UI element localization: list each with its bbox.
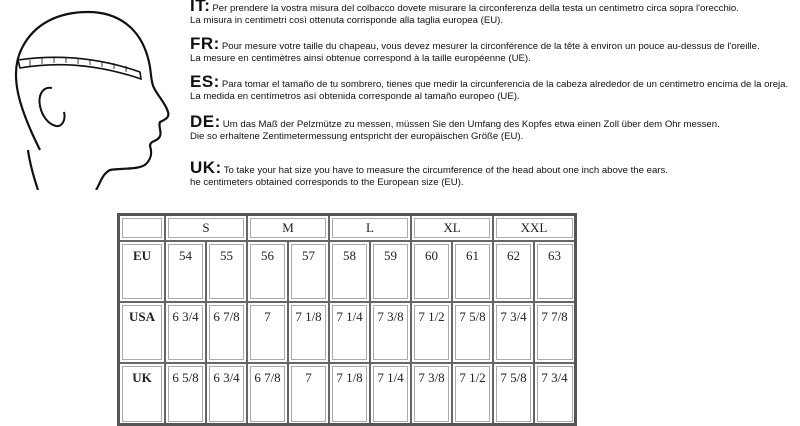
size-header-cell: L bbox=[329, 215, 411, 242]
instruction-de-line1: Um das Maß der Pelzmütze zu messen, müssen Sie den Umfang des Kopfes etwa einen Zoll über dem Ohr messen. bbox=[222, 119, 720, 130]
table-cell: 60 bbox=[411, 241, 452, 302]
instruction-uk-line1: To take your hat size you have to measure the circumference of the head about one inch above the ears. bbox=[223, 165, 668, 176]
instruction-it-line2: La misura in centimetri così ottenuta corrisponde alla taglia europea (EU). bbox=[190, 15, 504, 26]
size-header-cell: S bbox=[165, 215, 247, 242]
instruction-de-line2: Die so erhaltene Zentimetermessung entspricht der europäischen Größe (EU). bbox=[190, 131, 524, 142]
table-cell: 6 3/4 bbox=[206, 363, 247, 425]
table-cell: 61 bbox=[452, 241, 493, 302]
language-code-fr: FR: bbox=[190, 34, 220, 53]
measuring-tape bbox=[18, 57, 141, 79]
table-cell: 7 1/8 bbox=[329, 363, 370, 425]
instruction-es bbox=[190, 72, 795, 103]
language-code-de: DE: bbox=[190, 112, 221, 131]
instruction-fr bbox=[190, 34, 795, 65]
table-cell: 7 3/8 bbox=[370, 302, 411, 363]
table-cell: 55 bbox=[206, 241, 247, 302]
table-cell: 7 7/8 bbox=[534, 302, 576, 363]
size-header-cell: M bbox=[247, 215, 329, 242]
table-cell: 7 1/8 bbox=[288, 302, 329, 363]
instruction-fr-line2: La mesure en centimètres ainsi obtenue correspond à la taille européenne (UE). bbox=[190, 53, 531, 64]
size-chart-table bbox=[117, 213, 577, 426]
table-row-uk bbox=[119, 363, 576, 425]
table-cell: 6 7/8 bbox=[206, 302, 247, 363]
table-cell: 6 7/8 bbox=[247, 363, 288, 425]
table-cell: 7 1/4 bbox=[370, 363, 411, 425]
table-row-usa bbox=[119, 302, 576, 363]
table-cell: 7 bbox=[247, 302, 288, 363]
row-label-usa: USA bbox=[119, 302, 166, 363]
table-cell: 7 bbox=[288, 363, 329, 425]
instruction-uk-line2: he centimeters obtained corresponds to the European size (EU). bbox=[190, 177, 464, 188]
table-cell: 7 1/2 bbox=[452, 363, 493, 425]
language-code-it: IT: bbox=[190, 0, 211, 15]
instruction-es-line2: La medida en centímetros así obtenida corresponde al tamaño europeo (UE). bbox=[190, 91, 520, 102]
table-cell: 6 5/8 bbox=[165, 363, 206, 425]
table-cell: 6 3/4 bbox=[165, 302, 206, 363]
table-cell: 62 bbox=[493, 241, 534, 302]
ear-outline bbox=[40, 88, 65, 126]
instruction-fr-line1: Pour mesure votre taille du chapeau, vous devez mesurer la circonférence de la tête à environ un pouce au-dessus de l'oreille. bbox=[221, 41, 760, 52]
instruction-de bbox=[190, 112, 795, 143]
table-cell: 7 5/8 bbox=[452, 302, 493, 363]
table-cell: 7 3/4 bbox=[493, 302, 534, 363]
header-corner-cell bbox=[119, 215, 166, 242]
table-cell: 7 3/4 bbox=[534, 363, 576, 425]
table-cell: 59 bbox=[370, 241, 411, 302]
language-code-es: ES: bbox=[190, 72, 220, 91]
table-cell: 54 bbox=[165, 241, 206, 302]
table-cell: 7 1/4 bbox=[329, 302, 370, 363]
instruction-it bbox=[190, 0, 795, 27]
language-code-uk: UK: bbox=[190, 158, 222, 177]
table-cell: 7 1/2 bbox=[411, 302, 452, 363]
row-label-uk: UK bbox=[119, 363, 166, 425]
instruction-it-line1: Per prendere la vostra misura del colbacco dovete misurare la circonferenza della testa un centimetro circa sopra l'orecchio. bbox=[212, 3, 739, 14]
neck-outline bbox=[28, 150, 38, 190]
size-header-row bbox=[119, 215, 576, 242]
table-cell: 58 bbox=[329, 241, 370, 302]
size-header-cell: XXL bbox=[493, 215, 576, 242]
table-cell: 63 bbox=[534, 241, 576, 302]
instruction-uk bbox=[190, 158, 795, 189]
row-label-eu: EU bbox=[119, 241, 166, 302]
table-row-eu bbox=[119, 241, 576, 302]
instruction-es-line1: Para tomar el tamaño de tu sombrero, tienes que medir la circunferencia de la cabeza alrededor de un centimetro encima de la oreja. bbox=[221, 79, 789, 90]
size-header-cell: XL bbox=[411, 215, 493, 242]
head-measurement-illustration bbox=[0, 0, 175, 190]
table-cell: 56 bbox=[247, 241, 288, 302]
table-cell: 57 bbox=[288, 241, 329, 302]
table-cell: 7 5/8 bbox=[493, 363, 534, 425]
table-cell: 7 3/8 bbox=[411, 363, 452, 425]
